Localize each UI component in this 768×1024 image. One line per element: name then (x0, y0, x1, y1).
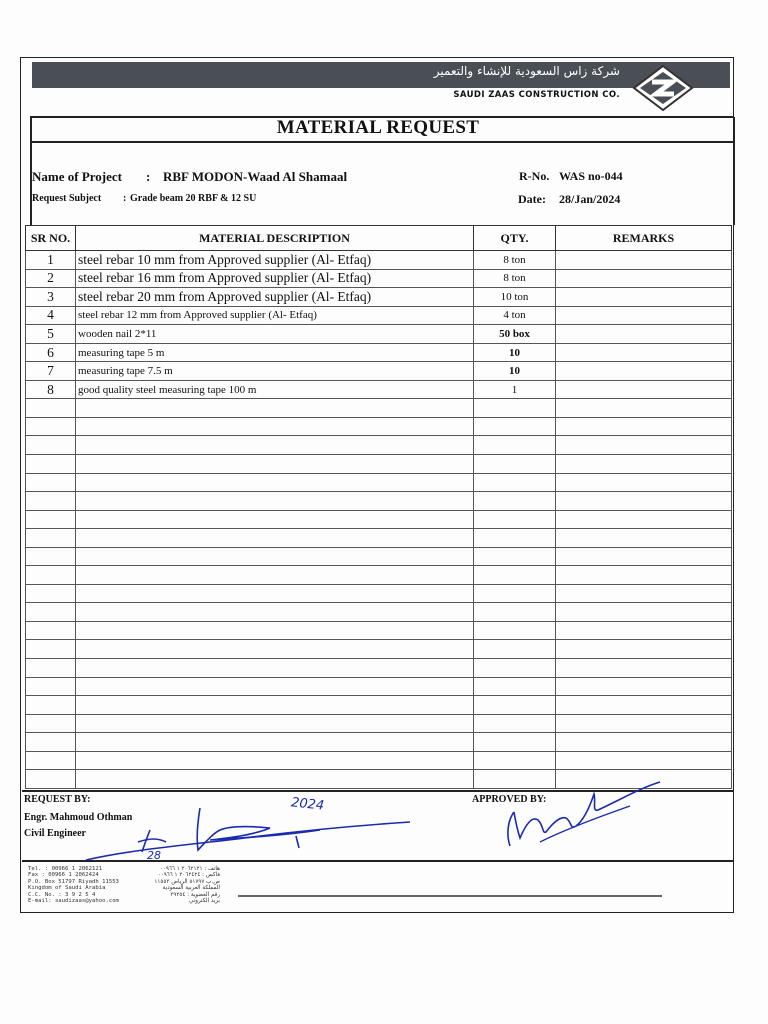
table-cell-empty (556, 510, 732, 529)
footer-country: Kingdom of Saudi Arabia (28, 885, 106, 892)
table-cell-empty (26, 714, 76, 733)
materials-table (25, 225, 732, 789)
table-row-empty (26, 566, 732, 585)
requester-signature (80, 800, 420, 865)
table-row-empty (26, 529, 732, 548)
table-row-empty (26, 510, 732, 529)
cell-remarks (556, 343, 732, 362)
table-cell-empty (556, 417, 732, 436)
table-cell-empty (76, 696, 474, 715)
footer-contact-arabic (130, 866, 220, 904)
table-row-empty (26, 417, 732, 436)
table-row (26, 325, 732, 344)
header-remarks: REMARKS (556, 226, 732, 251)
table-header-row (26, 226, 732, 251)
table-cell-empty (474, 714, 556, 733)
handwritten-day: 28 (147, 849, 161, 862)
table-cell-empty (556, 566, 732, 585)
table-cell-empty (26, 566, 76, 585)
cell-description: wooden nail 2*11 (76, 325, 474, 344)
table-cell-empty (474, 603, 556, 622)
table-cell-empty (76, 603, 474, 622)
cell-sr: 6 (26, 343, 76, 362)
project-name-label: Name of Project (32, 169, 122, 184)
footer-contact-english (28, 866, 119, 904)
table-body (26, 251, 732, 789)
table-cell-empty (76, 455, 474, 474)
table-row-empty (26, 436, 732, 455)
footer-rule (238, 895, 662, 897)
cell-qty: 4 ton (474, 306, 556, 325)
table-cell-empty (26, 696, 76, 715)
table-row (26, 288, 732, 307)
table-row-empty (26, 659, 732, 678)
table-cell-empty (26, 436, 76, 455)
table-cell-empty (474, 510, 556, 529)
table-cell-empty (26, 603, 76, 622)
table-cell-empty (556, 473, 732, 492)
table-cell-empty (556, 455, 732, 474)
table-cell-empty (26, 510, 76, 529)
table-cell-empty (26, 529, 76, 548)
cell-sr: 7 (26, 362, 76, 381)
table-cell-empty (26, 417, 76, 436)
footer-po-box: P.O. Box 51797 Riyadh 11553 (28, 878, 119, 885)
cell-remarks (556, 380, 732, 399)
table-cell-empty (26, 492, 76, 511)
table-cell-empty (474, 492, 556, 511)
table-cell-empty (556, 436, 732, 455)
cell-qty: 8 ton (474, 269, 556, 288)
table-cell-empty (474, 584, 556, 603)
table-cell-empty (26, 621, 76, 640)
request-number-label: R-No. (519, 169, 550, 183)
table-row (26, 343, 732, 362)
table-cell-empty (26, 455, 76, 474)
table-cell-empty (556, 547, 732, 566)
cell-description: steel rebar 12 mm from Approved supplier (Al- Etfaq) (76, 306, 474, 325)
divider (733, 117, 735, 225)
cell-remarks (556, 325, 732, 344)
table-row-empty (26, 751, 732, 770)
request-number-value: WAS no-044 (559, 169, 623, 183)
request-by-label: REQUEST BY: (24, 794, 91, 805)
table-cell-empty (474, 417, 556, 436)
cell-sr: 4 (26, 306, 76, 325)
footer-fax: Fax : 00966 1 2062424 (28, 872, 99, 879)
table-cell-empty (474, 677, 556, 696)
footer-cr: C.C. No. : 3 9 2 5 4 (28, 891, 96, 898)
table-cell-empty (76, 547, 474, 566)
table-cell-empty (26, 751, 76, 770)
approver-signature (500, 776, 670, 856)
divider (30, 141, 734, 143)
table-cell-empty (474, 566, 556, 585)
table-cell-empty (474, 399, 556, 418)
table-cell-empty (26, 677, 76, 696)
table-cell-empty (76, 659, 474, 678)
footer-ar-tel: هاتف : ٢٠٦٢١٢١ ١ ٠٠٩٦٦ (159, 866, 220, 872)
table-row (26, 380, 732, 399)
table-cell-empty (76, 529, 474, 548)
table-cell-empty (474, 621, 556, 640)
footer-ar-fax: فاكس : ٢٠٦٢٤٢٤ ١ ٠٠٩٦٦ (157, 872, 220, 879)
table-row (26, 362, 732, 381)
approved-by-label: APPROVED BY: (472, 794, 547, 805)
date-label: Date: (518, 192, 546, 206)
table-cell-empty (474, 640, 556, 659)
date-value: 28/Jan/2024 (559, 192, 621, 206)
table-cell-empty (556, 492, 732, 511)
table-cell-empty (76, 751, 474, 770)
table-cell-empty (26, 770, 76, 789)
table-cell-empty (556, 659, 732, 678)
table-cell-empty (556, 640, 732, 659)
footer-tel: Tel. : 00966 1 2062121 (28, 866, 103, 872)
table-cell-empty (474, 473, 556, 492)
cell-description: steel rebar 10 mm from Approved supplier (Al- Etfaq) (76, 251, 474, 270)
cell-remarks (556, 362, 732, 381)
table-cell-empty (556, 677, 732, 696)
cell-remarks (556, 306, 732, 325)
table-row-empty (26, 603, 732, 622)
table-cell-empty (474, 733, 556, 752)
footer-ar-email: بريد الكتروني (189, 898, 220, 905)
company-arabic-name: شركة زاس السعودية للإنشاء والتعمير (433, 64, 620, 78)
request-subject-label: Request Subject (32, 193, 102, 204)
table-cell-empty (76, 640, 474, 659)
cell-qty: 1 (474, 380, 556, 399)
table-cell-empty (76, 714, 474, 733)
table-cell-empty (76, 417, 474, 436)
table-cell-empty (26, 659, 76, 678)
requester-title: Civil Engineer (24, 828, 86, 839)
table-cell-empty (556, 714, 732, 733)
table-cell-empty (26, 640, 76, 659)
table-row-empty (26, 640, 732, 659)
table-cell-empty (474, 455, 556, 474)
table-cell-empty (76, 733, 474, 752)
table-cell-empty (474, 751, 556, 770)
cell-remarks (556, 251, 732, 270)
header-material-description: MATERIAL DESCRIPTION (76, 226, 474, 251)
project-name-value: RBF MODON-Waad Al Shamaal (163, 169, 348, 184)
table-row-empty (26, 492, 732, 511)
cell-description: steel rebar 16 mm from Approved supplier (Al- Etfaq) (76, 269, 474, 288)
table-cell-empty (556, 733, 732, 752)
table-cell-empty (26, 547, 76, 566)
table-cell-empty (556, 696, 732, 715)
cell-sr: 5 (26, 325, 76, 344)
cell-sr: 3 (26, 288, 76, 307)
cell-qty: 50 box (474, 325, 556, 344)
footer-email: E-mail: saudizaas@yahoo.com (28, 898, 119, 905)
table-cell-empty (556, 621, 732, 640)
document-title: MATERIAL REQUEST (276, 117, 480, 138)
table-row-empty (26, 455, 732, 474)
table-cell-empty (556, 584, 732, 603)
table-cell-empty (474, 659, 556, 678)
table-cell-empty (76, 510, 474, 529)
header-qty: QTY. (474, 226, 556, 251)
cell-description: steel rebar 20 mm from Approved supplier (Al- Etfaq) (76, 288, 474, 307)
table-cell-empty (76, 436, 474, 455)
table-cell-empty (76, 492, 474, 511)
table-row-empty (26, 677, 732, 696)
request-subject-separator: : (123, 193, 127, 204)
cell-description: measuring tape 7.5 m (76, 362, 474, 381)
table-cell-empty (474, 529, 556, 548)
table-row (26, 251, 732, 270)
table-cell-empty (26, 584, 76, 603)
table-row (26, 269, 732, 288)
table-cell-empty (26, 733, 76, 752)
footer-ar-country: المملكة العربية السعودية (162, 885, 220, 892)
cell-qty: 8 ton (474, 251, 556, 270)
handwritten-year: 2024 (290, 795, 325, 814)
company-english-name: SAUDI ZAAS CONSTRUCTION CO. (453, 90, 620, 100)
table-cell-empty (76, 473, 474, 492)
table-cell-empty (556, 603, 732, 622)
request-subject-value: Grade beam 20 RBF & 12 SU (130, 193, 257, 204)
table-cell-empty (26, 473, 76, 492)
table-row-empty (26, 584, 732, 603)
table-row-empty (26, 733, 732, 752)
table-cell-empty (474, 696, 556, 715)
table-row-empty (26, 714, 732, 733)
table-row-empty (26, 399, 732, 418)
table-cell-empty (76, 677, 474, 696)
table-cell-empty (26, 399, 76, 418)
footer-ar-cr: رقم العضوية : ٣٩٢٥٤ (170, 891, 220, 898)
table-cell-empty (474, 547, 556, 566)
table-row-empty (26, 696, 732, 715)
table-row-empty (26, 473, 732, 492)
cell-qty: 10 (474, 362, 556, 381)
cell-description: good quality steel measuring tape 100 m (76, 380, 474, 399)
cell-remarks (556, 288, 732, 307)
table-cell-empty (76, 770, 474, 789)
table-row-empty (26, 547, 732, 566)
footer-ar-po: ص.ب ٥١٧٩٧ الرياض ١١٥٥٣ (154, 878, 220, 885)
header-sr-no: SR NO. (26, 226, 76, 251)
table-row (26, 306, 732, 325)
table-cell-empty (556, 399, 732, 418)
cell-remarks (556, 269, 732, 288)
table-cell-empty (76, 399, 474, 418)
requester-name: Engr. Mahmoud Othman (24, 812, 133, 823)
cell-sr: 1 (26, 251, 76, 270)
table-row-empty (26, 621, 732, 640)
cell-qty: 10 ton (474, 288, 556, 307)
cell-sr: 8 (26, 380, 76, 399)
table-cell-empty (556, 751, 732, 770)
cell-qty: 10 (474, 343, 556, 362)
table-cell-empty (76, 584, 474, 603)
table-cell-empty (76, 621, 474, 640)
table-cell-empty (474, 436, 556, 455)
project-name-separator: : (146, 169, 151, 184)
table-cell-empty (76, 566, 474, 585)
cell-description: measuring tape 5 m (76, 343, 474, 362)
cell-sr: 2 (26, 269, 76, 288)
table-cell-empty (556, 529, 732, 548)
